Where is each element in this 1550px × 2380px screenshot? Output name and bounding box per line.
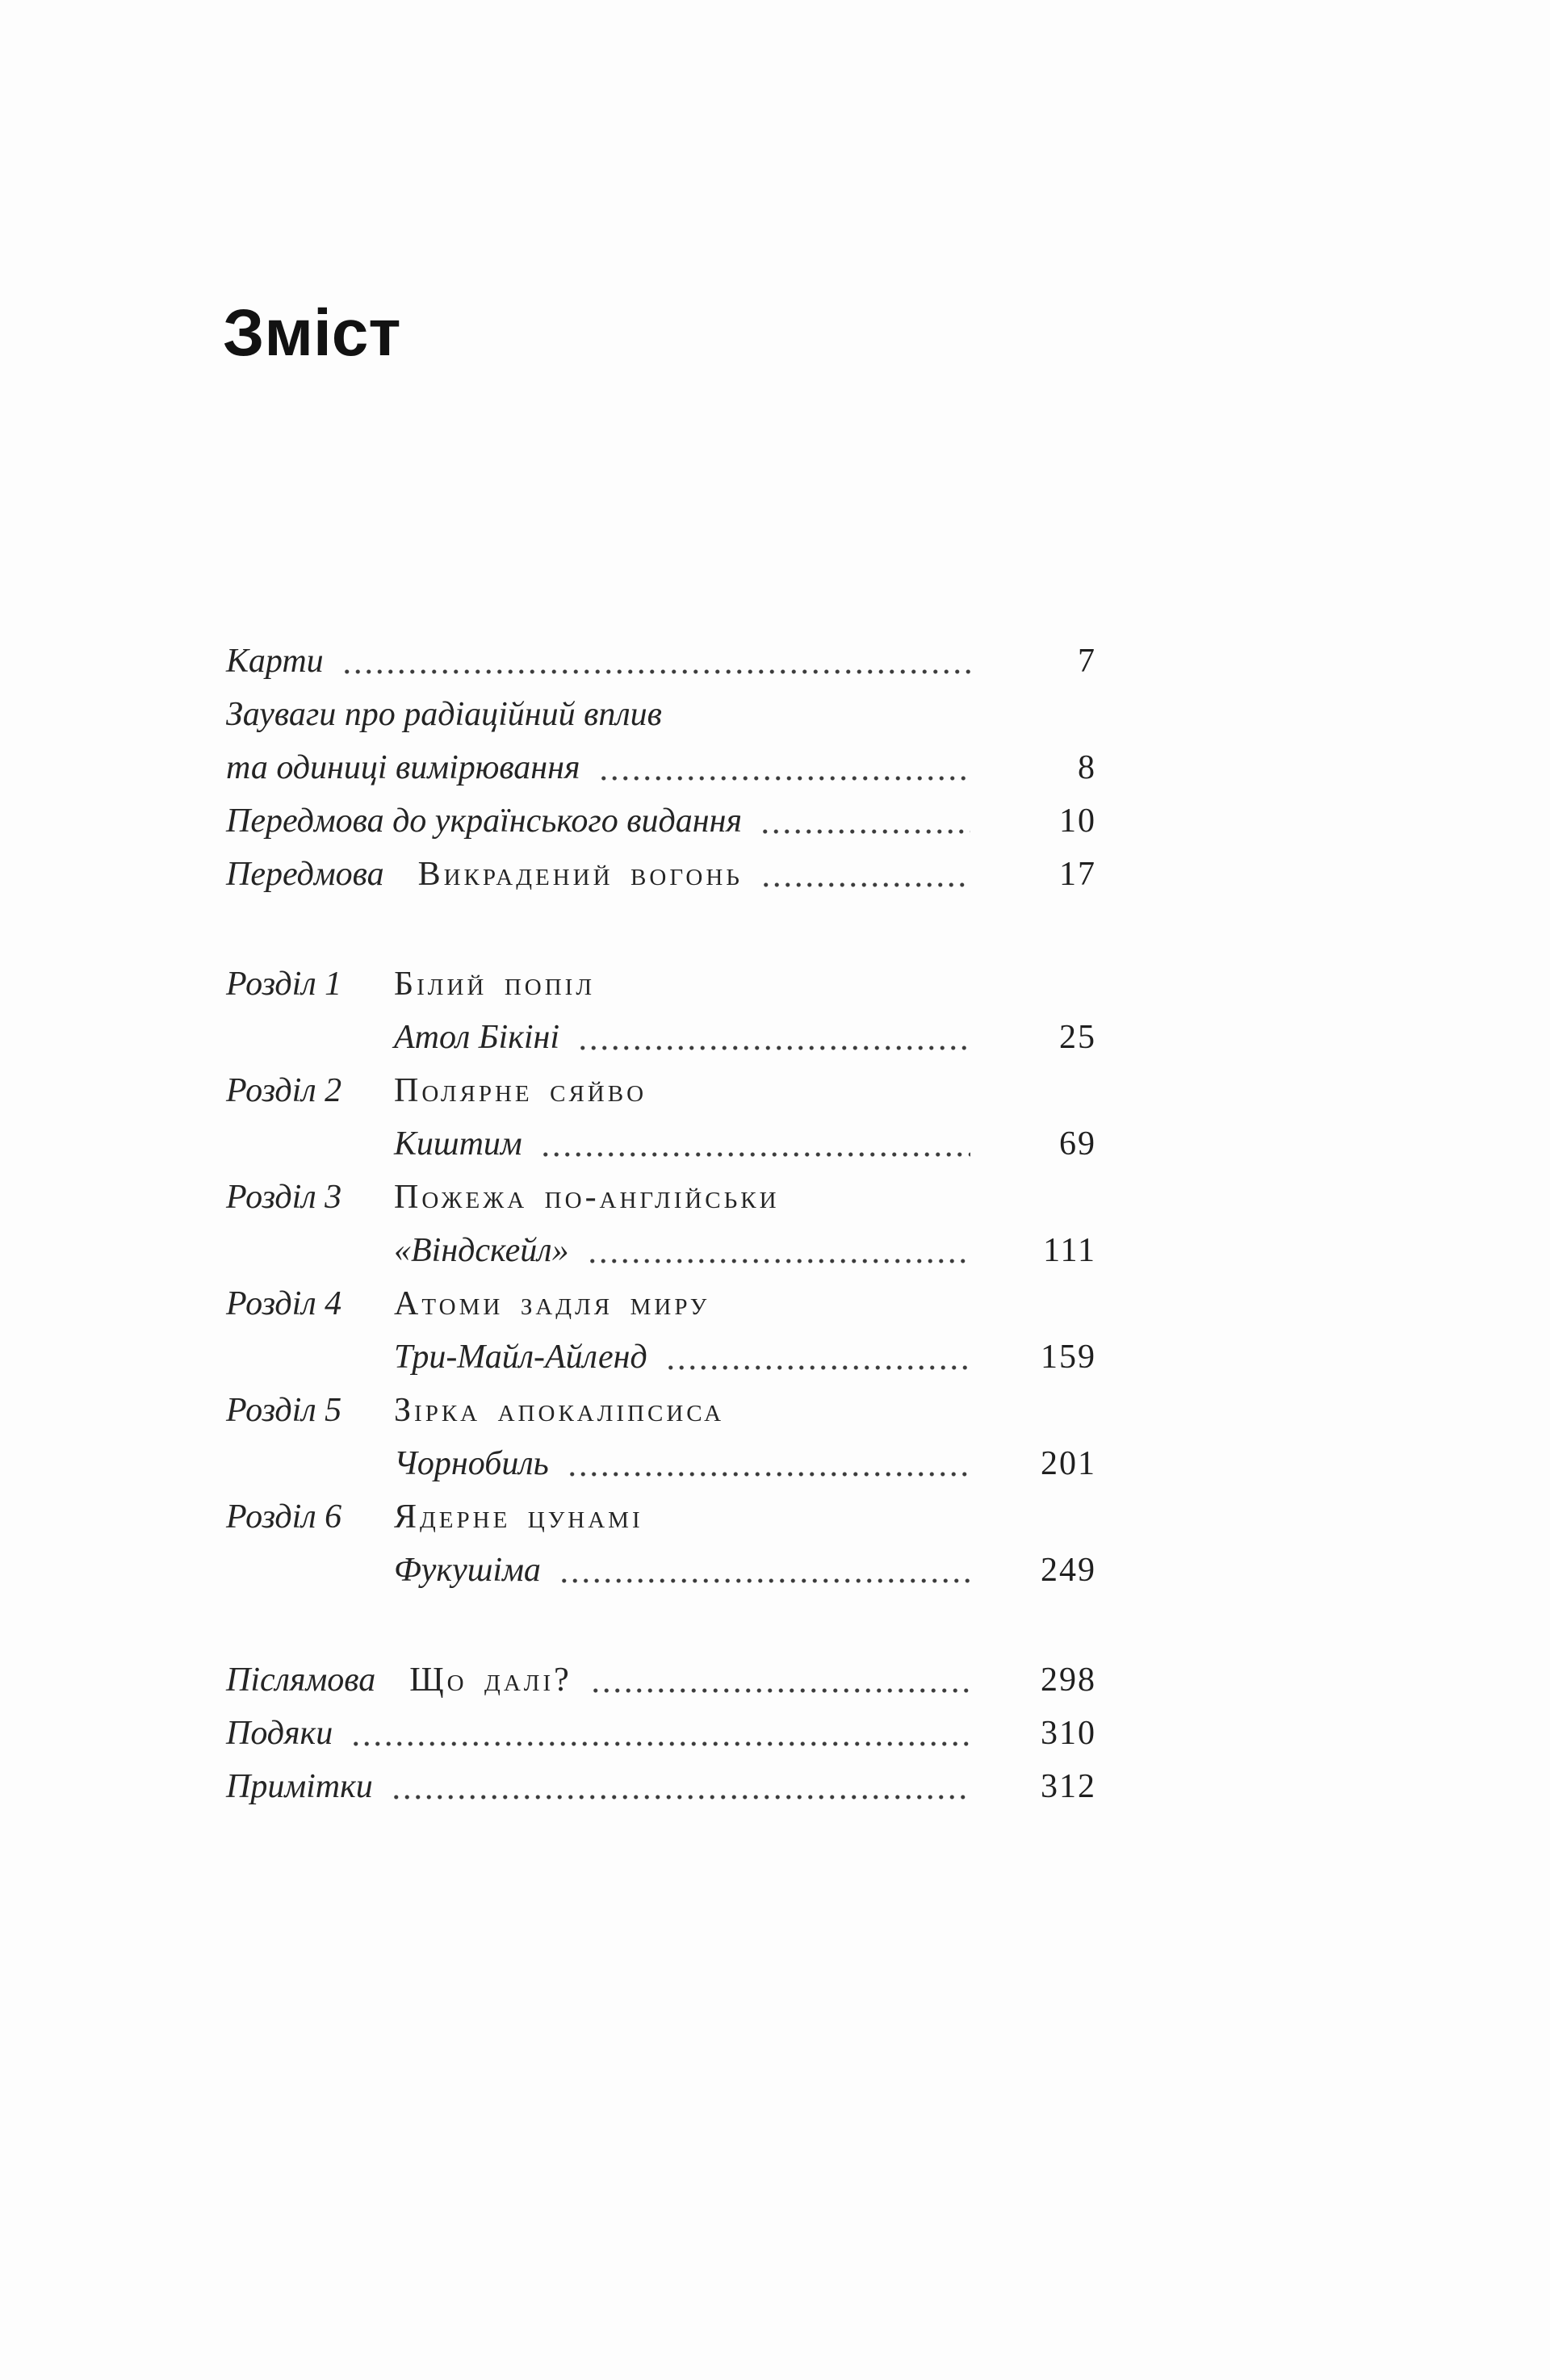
chapter-label: Розділ 5 <box>226 1392 342 1429</box>
chapter-entry <box>226 1490 1096 1544</box>
chapter-title: Зірка апокаліпсиса <box>394 1392 725 1429</box>
chapter-label: Розділ 6 <box>226 1498 342 1536</box>
chapter-title: Полярне сяйво <box>394 1072 647 1109</box>
chapter-title: Атоми задля миру <box>394 1285 710 1322</box>
chapter-subtitle-row <box>226 1117 1096 1171</box>
page-number: 159 <box>1041 1339 1096 1376</box>
section-gap <box>226 901 1096 957</box>
chapter-entry <box>226 1171 1096 1224</box>
back-matter-section <box>226 1653 1096 1813</box>
chapter-subtitle-row <box>226 1330 1096 1384</box>
chapter-subtitle: Чорнобиль <box>394 1445 549 1482</box>
chapter-subtitle-row <box>226 1437 1096 1490</box>
chapter-label: Розділ 2 <box>226 1072 342 1109</box>
entry-label: Передмова до українського видання <box>226 802 742 840</box>
page-title: Зміст <box>223 296 401 370</box>
toc-entry <box>226 1653 1096 1707</box>
entry-label: Зауваги про радіаційний вплив <box>226 696 662 733</box>
toc-entry <box>226 688 1096 741</box>
entry-label-line2: та одиниці вимірювання <box>226 749 580 786</box>
entry-label: Примітки <box>226 1768 373 1805</box>
toc-entry-continuation <box>226 741 1096 794</box>
chapter-label: Розділ 1 <box>226 966 342 1003</box>
chapter-subtitle-row <box>226 1544 1096 1597</box>
page-number: 7 <box>1078 643 1096 680</box>
page-number: 312 <box>1041 1768 1096 1805</box>
dot-leader <box>760 882 970 887</box>
entry-label: Подяки <box>226 1715 333 1752</box>
chapter-entry <box>226 1384 1096 1437</box>
dot-leader <box>350 1741 970 1746</box>
page-number: 8 <box>1078 749 1096 786</box>
entry-title-caps: Викрадений вогонь <box>417 856 743 893</box>
page-number: 10 <box>1059 802 1096 840</box>
toc-entry <box>226 848 1096 901</box>
dot-leader <box>590 1688 970 1693</box>
chapter-subtitle-row <box>226 1224 1096 1277</box>
page-number: 298 <box>1041 1661 1096 1699</box>
section-gap <box>226 1597 1096 1653</box>
entry-label: Передмова <box>226 856 384 893</box>
dot-leader <box>577 1045 970 1050</box>
dot-leader <box>540 1152 970 1157</box>
chapter-title: Білий попіл <box>394 966 595 1003</box>
entry-label: Післямова <box>226 1661 376 1699</box>
page-number: 310 <box>1041 1715 1096 1752</box>
dot-leader <box>567 1472 970 1477</box>
chapter-entry <box>226 1064 1096 1117</box>
toc-entry <box>226 1707 1096 1760</box>
toc-entry <box>226 794 1096 848</box>
entry-title-caps: Що далі? <box>409 1661 572 1699</box>
chapter-subtitle: Фукушіма <box>394 1552 541 1589</box>
chapter-subtitle-row <box>226 1011 1096 1064</box>
chapter-title: Пожежа по-англійськи <box>394 1179 780 1216</box>
chapter-label: Розділ 3 <box>226 1179 342 1216</box>
page-number: 17 <box>1059 856 1096 893</box>
entry-label: Карти <box>226 643 324 680</box>
page-number: 69 <box>1059 1125 1096 1163</box>
dot-leader <box>391 1795 970 1800</box>
page-number: 249 <box>1041 1552 1096 1589</box>
dot-leader <box>598 776 971 781</box>
table-of-contents <box>226 635 1096 1813</box>
chapter-subtitle: «Віндскейл» <box>394 1232 569 1269</box>
page-number: 201 <box>1041 1445 1096 1482</box>
toc-entry <box>226 1760 1096 1813</box>
page-number: 25 <box>1059 1019 1096 1056</box>
dot-leader <box>559 1578 970 1583</box>
page-number: 111 <box>1043 1232 1096 1269</box>
chapters-section <box>226 957 1096 1597</box>
toc-entry <box>226 635 1096 688</box>
chapter-entry <box>226 1277 1096 1330</box>
front-matter-section <box>226 635 1096 901</box>
chapter-title: Ядерне цунамі <box>394 1498 643 1536</box>
chapter-entry <box>226 957 1096 1011</box>
chapter-label: Розділ 4 <box>226 1285 342 1322</box>
dot-leader <box>760 829 970 834</box>
chapter-subtitle: Атол Бікіні <box>394 1019 560 1056</box>
dot-leader <box>341 669 970 674</box>
dot-leader <box>665 1365 970 1370</box>
dot-leader <box>587 1259 970 1263</box>
chapter-subtitle: Три-Майл-Айленд <box>394 1339 647 1376</box>
chapter-subtitle: Киштим <box>394 1125 522 1163</box>
